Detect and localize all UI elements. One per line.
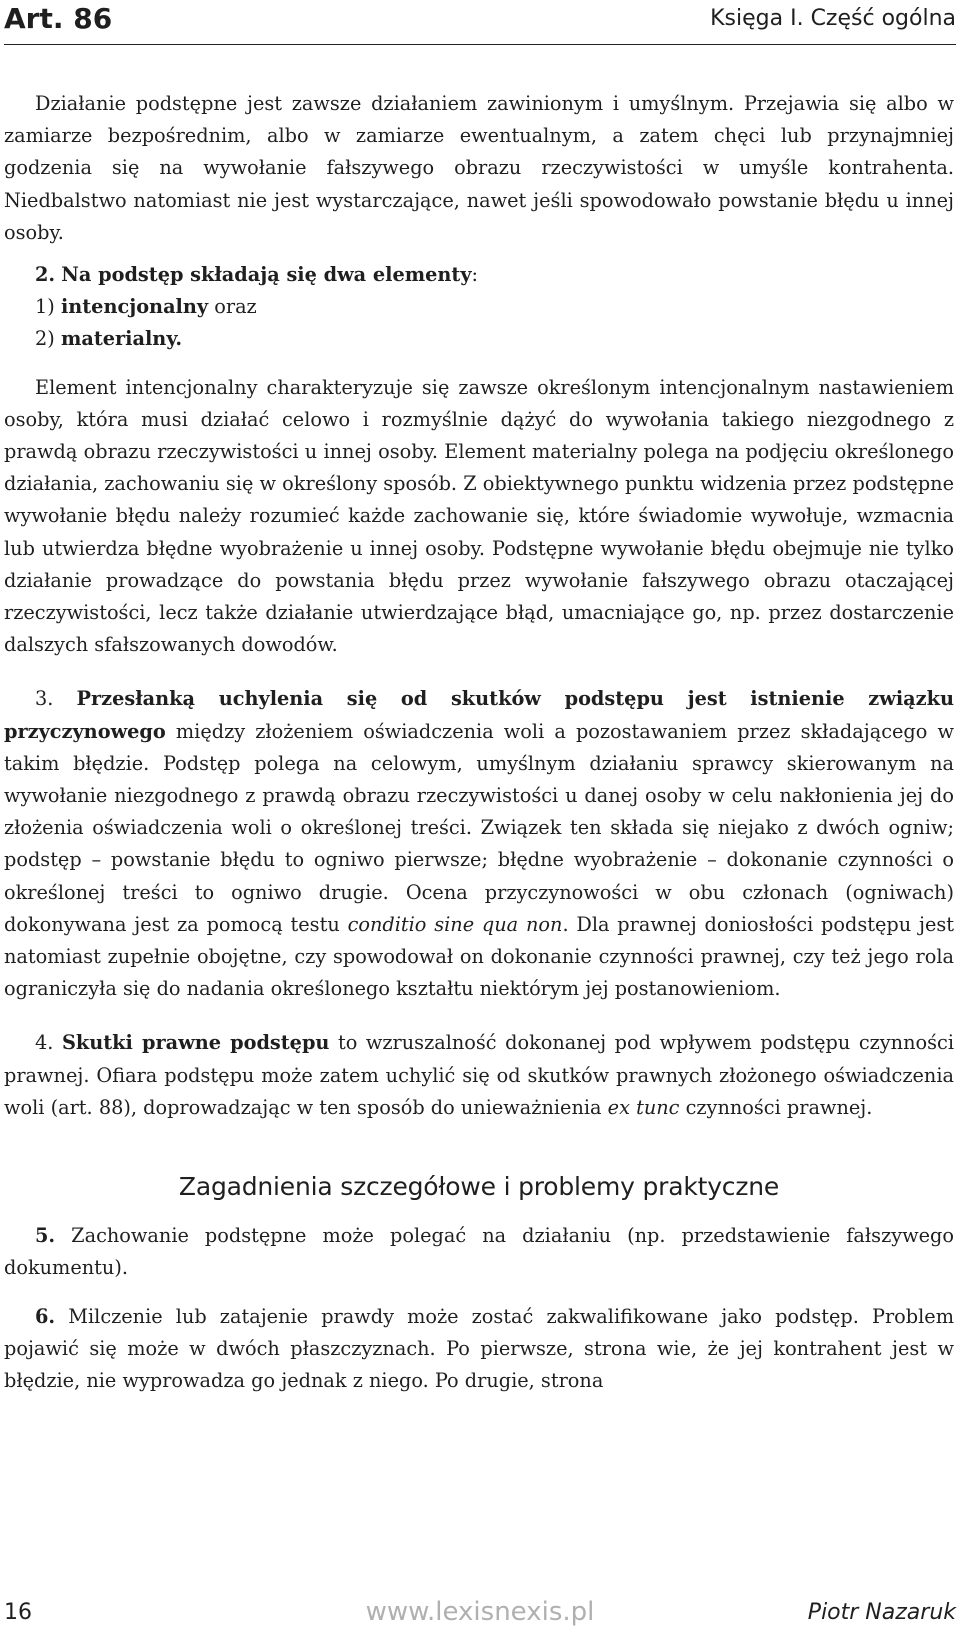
publisher-website: www.lexisnexis.pl — [365, 1597, 595, 1627]
paragraph-5: 5. Zachowanie podstępne może polegać na działaniu (np. przedstawienie fałszywego dokumentu). — [4, 1224, 954, 1280]
paragraph-1: Działanie podstępne jest zawsze działaniem zawinionym i umyślnym. Przejawia się albo w zamiarze bezpośrednim, albo w zamiarze ewentualnym, a zatem chęci lub przynajmniej godzenia się na wywołanie fałszywego obrazu rzeczywistości w umyśle kontrahenta. Niedbalstwo natomiast nie jest wystarczające, nawet jeśli spowodowało powstanie błędu u innej osoby. — [4, 92, 954, 244]
list-item-1: 1) intencjonalny oraz — [35, 295, 257, 319]
section-title: Zagadnienia szczegółowe i problemy praktyczne — [178, 1172, 780, 1202]
section-number: 4. — [35, 1031, 54, 1055]
paragraph-4: 4. Skutki prawne podstępu to wzruszalność dokonanej pod wpływem podstępu czynności prawnej. Ofiara podstępu może zatem uchylić się od skutków prawnych złożonego oświadczenia woli (art. 88), doprowadzając w ten sposób do unieważnienia ex tunc czynności prawnej. — [4, 1031, 954, 1119]
page-body — [4, 88, 954, 1397]
author-name: Piotr Nazaruk — [807, 1600, 956, 1625]
section-number: 3. — [35, 687, 54, 711]
page-number: 16 — [4, 1600, 32, 1625]
section-heading: Przesłanką uchylenia się od skutków podstępu jest istnienie związku przyczynowego — [4, 687, 954, 743]
section-number: 6. — [35, 1304, 56, 1328]
page-footer — [4, 1592, 956, 1632]
section-heading: Skutki prawne podstępu — [61, 1031, 330, 1055]
paragraph-element-description: Element intencjonalny charakteryzuje się zawsze określonym intencjonalnym nastawieniem osoby, która musi działać celowo i rozmyślnie dążyć do wywołania takiego niezgodnego z prawdą obrazu rzeczywistości u innej osoby. Element materialny polega na podjęciu określonego działania, zachowaniu się w określony sposób. Z obiektywnego punktu widzenia przez podstępne wywołanie błędu należy rozumieć każde zachowanie się, które świadomie wywołuje, wzmacnia lub utwierdza błędne wyobrażenie u innej osoby. Podstępne wywołanie błędu obejmuje nie tylko działanie prowadzące do powstania błędu przez wywołanie fałszywego obrazu otaczającej rzeczywistości, lecz także działanie utwierdzające błąd, umacniające go, np. przez dostarczenie dalszych sfałszowanych dowodów. — [4, 375, 954, 657]
list-item-2: 2) materialny. — [35, 327, 183, 351]
paragraph-6: 6. Milczenie lub zatajenie prawdy może zostać zakwalifikowane jako podstęp. Problem pojawić się może w dwóch płaszczyznach. Po pierwsze, strona wie, że jej kontrahent jest w błędzie, nie wyprowadza go jednak z niego. Po drugie, strona — [4, 1304, 954, 1392]
book-section-label: Księga I. Część ogólna — [710, 6, 956, 31]
section-number: 5. — [35, 1224, 56, 1248]
section-number: 2. — [35, 263, 56, 287]
article-number: Art. 86 — [4, 2, 113, 35]
page-header — [4, 0, 956, 45]
paragraph-3: 3. Przesłanką uchylenia się od skutków podstępu jest istnienie związku przyczynowego między złożeniem oświadczenia woli a pozostawaniem przez składającego w takim błędzie. Podstęp polega na celowym, umyślnym działaniu sprawcy skierowanym na wywołanie niezgodnego z prawdą obrazu rzeczywistości u danej osoby w celu nakłonienia jej do złożenia oświadczenia woli o określonej treści. Związek ten składa się niejako z dwóch ogniw; podstęp – powstanie błędu to ogniwo pierwsze; błędne wyobrażenie – dokonanie czynności o określonej treści to ogniwo drugie. Ocena przyczynowości w obu członach (ogniwach) dokonywana jest za pomocą testu conditio sine qua non. Dla prawnej doniosłości podstępu jest natomiast zupełnie obojętne, czy spowodował on dokonanie czynności prawnej, czy też jego rola ograniczyła się do nadania określonego kształtu niektórym jej postanowieniom. — [4, 687, 954, 1001]
paragraph-2-heading: 2. Na podstęp składają się dwa elementy: — [35, 263, 479, 287]
section-heading: Na podstęp składają się dwa elementy — [61, 263, 472, 287]
